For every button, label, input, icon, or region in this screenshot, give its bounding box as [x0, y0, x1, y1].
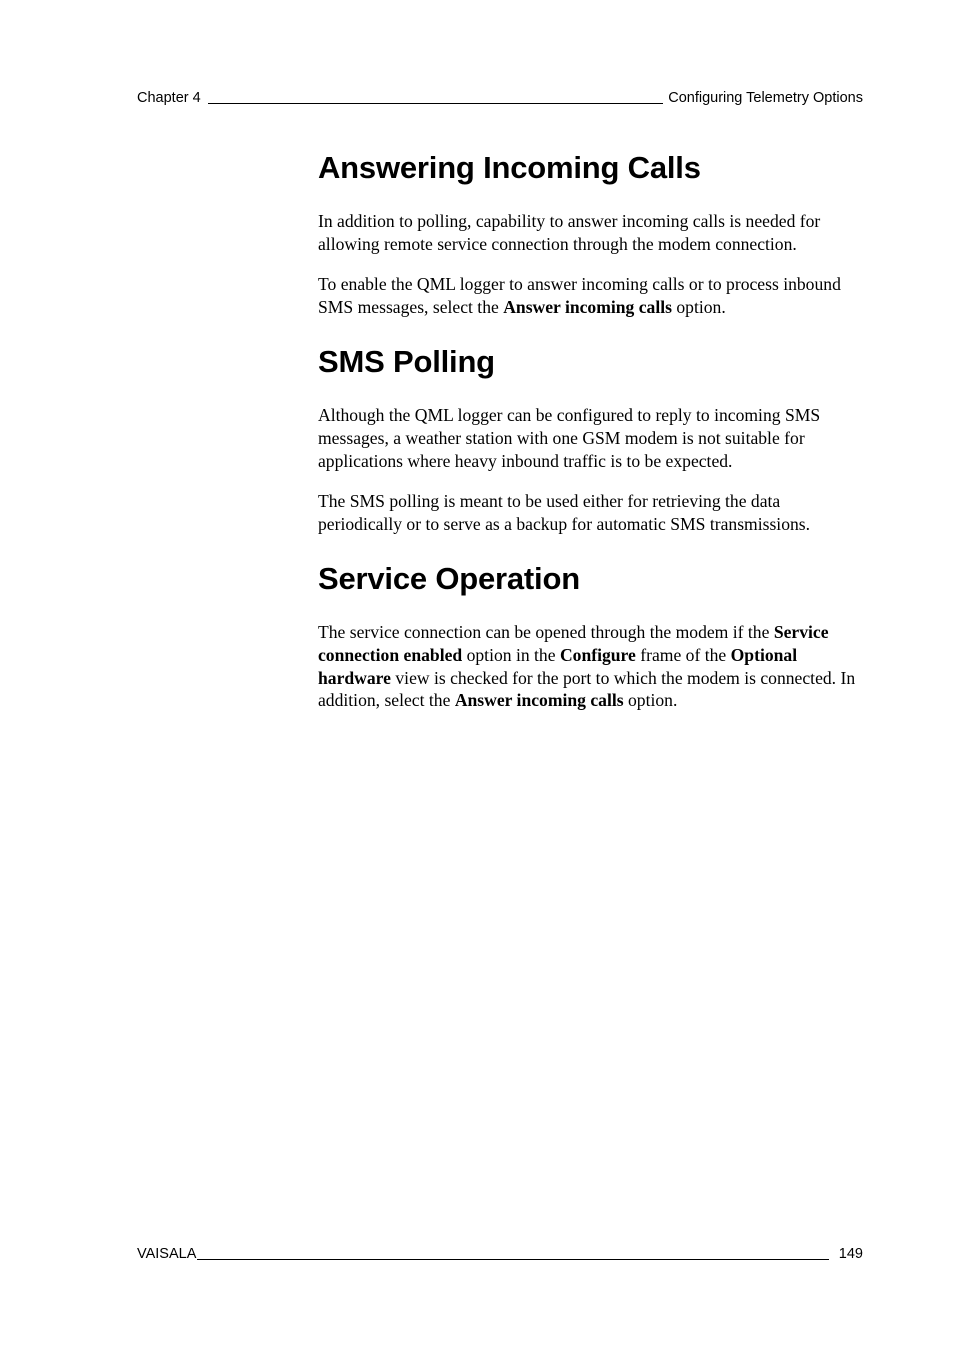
section-sms-polling [318, 342, 866, 535]
bold-option-name: Answer incoming calls [454, 690, 624, 711]
bold-option-name: Service connection enabled [318, 622, 829, 665]
footer-rule [197, 1259, 828, 1260]
section-heading: SMS Polling [318, 344, 495, 380]
text-run: option in the [462, 644, 560, 665]
text-run: option. [671, 296, 726, 317]
paragraph [318, 273, 866, 318]
bold-view-name: Optional hardware [318, 644, 798, 688]
section-service-operation [318, 559, 866, 711]
paragraph: In addition to polling, capability to answer incoming calls is needed for allowing remote service connection through the modem connection. [318, 211, 821, 254]
section-heading: Answering Incoming Calls [318, 150, 701, 185]
bold-frame-name: Configure [559, 644, 636, 665]
paragraph: The SMS polling is meant to be used either for retrieving the data periodically or to serve as a backup for automatic SMS transmissions. [318, 491, 811, 534]
text-run: frame of the [635, 644, 731, 665]
page-content [318, 148, 866, 730]
text-run: To enable the QML logger to answer incoming calls or to process inbound SMS messages, select the [318, 274, 841, 317]
paragraph: Although the QML logger can be configured to reply to incoming SMS messages, a weather station with one GSM modem is not suitable for applications where heavy inbound traffic is to be expected. [318, 405, 821, 471]
section-heading: Service Operation [318, 561, 580, 597]
page-number: 149 [838, 1246, 863, 1262]
bold-option-name: Answer incoming calls [503, 296, 672, 317]
text-run: The service connection can be opened through the modem if the [318, 622, 774, 643]
footer-company: VAISALA [137, 1246, 197, 1262]
page-header [137, 87, 863, 107]
section-answering-incoming-calls [318, 148, 866, 318]
page-footer [137, 1243, 863, 1263]
paragraph [318, 621, 866, 711]
header-chapter: Chapter 4 [137, 90, 201, 106]
header-chapter-title: Configuring Telemetry Options [668, 90, 863, 106]
text-run: view is checked for the port to which the modem is connected. In addition, select the [318, 667, 856, 711]
text-run: option. [623, 690, 678, 711]
header-rule [208, 103, 664, 104]
